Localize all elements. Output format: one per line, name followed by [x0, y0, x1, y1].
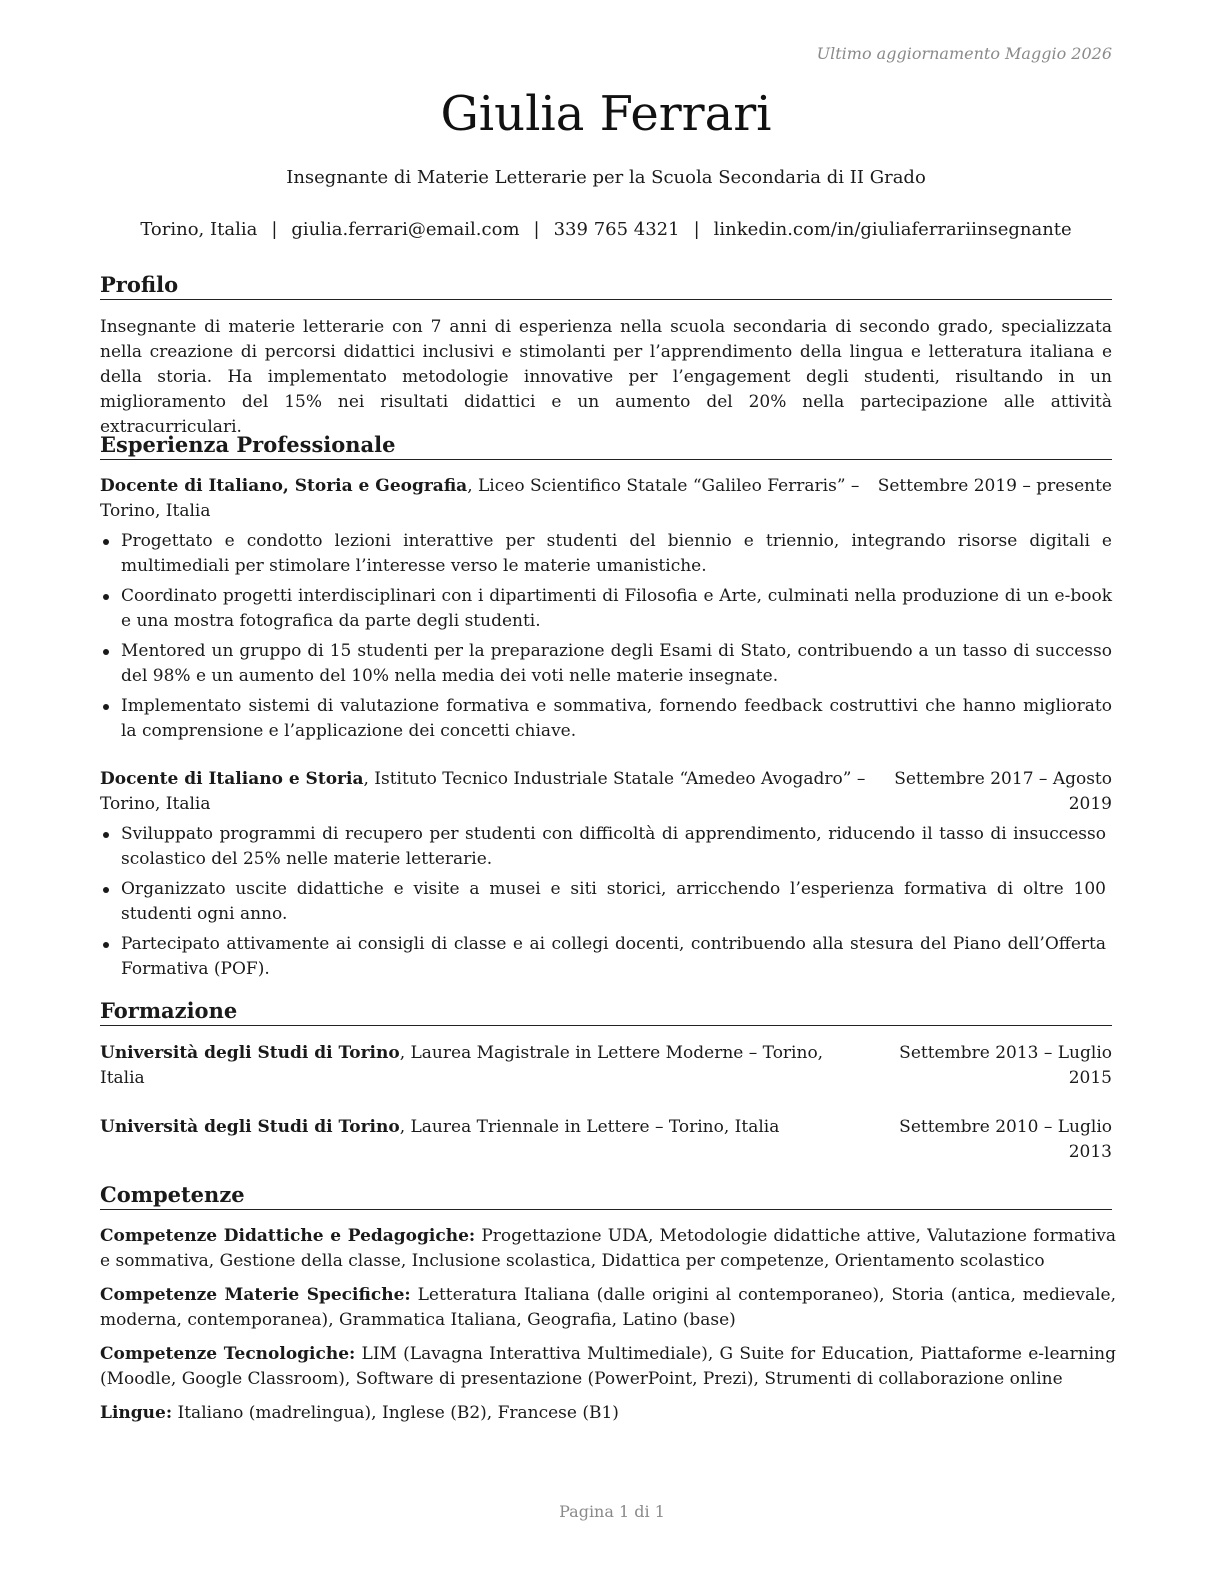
job-bullets — [100, 822, 1106, 987]
job-header — [100, 767, 1112, 817]
education-item — [100, 1041, 1112, 1091]
job-title-line — [100, 474, 880, 499]
skill-text: LIM (Lavagna Interattiva Multimediale), G Suite for Education, Piattaforme e-learning (Moodle, Google Classroom), Software di presentazione (PowerPoint, Prezi), Strumenti di collaborazione online — [100, 1344, 1116, 1389]
skill-text: Letteratura Italiana (dalle origini al contemporaneo), Storia (antica, medievale, moderna, contemporanea), Grammatica Italiana, Geografia, Latino (base) — [100, 1285, 1117, 1330]
skill-row — [100, 1342, 1116, 1392]
profile-text: Insegnante di materie letterarie con 7 anni di esperienza nella scuola secondaria di secondo grado, specializzata nella creazione di percorsi didattici inclusivi e stimolanti per l’apprendimento della lingua e letteratura italiana e della storia. Ha implementato metodologie innovative per l’engagement degli studenti, risultando in un miglioramento del 15% nei risultati didattici e un aumento del 20% nella partecipazione alle attività extracurriculari. — [100, 317, 1112, 437]
skill-text: Italiano (madrelingua), Inglese (B2), Francese (B1) — [172, 1403, 619, 1423]
education-school: Università degli Studi di Torino — [100, 1043, 400, 1063]
education-line — [100, 1041, 870, 1091]
skill-label: Competenze Tecnologiche: — [100, 1344, 356, 1364]
contact-separator: | — [271, 219, 278, 240]
job-location: Torino, Italia — [100, 794, 211, 814]
job-employer: , Istituto Tecnico Industriale Statale “Amedeo Avogadro” – — [363, 769, 866, 789]
skill-label: Competenze Didattiche e Pedagogiche: — [100, 1226, 476, 1246]
section-title-profile: Profilo — [100, 272, 1112, 300]
skill-text: Progettazione UDA, Metodologie didattiche attive, Valutazione formativa e sommativa, Gestione della classe, Inclusione scolastica, Didattica per competenze, Orientamento scolastico — [100, 1226, 1117, 1271]
skill-label: Lingue: — [100, 1403, 173, 1423]
contact-linkedin[interactable]: linkedin.com/in/giuliaferrariinsegnante — [713, 219, 1072, 240]
education-degree: , Laurea Magistrale in Lettere Moderne – Torino, Italia — [100, 1043, 824, 1088]
list-item: Sviluppato programmi di recupero per studenti con difficoltà di apprendimento, riducendo il tasso di insuccesso scolastico del 25% nelle materie letterarie. — [100, 822, 1106, 872]
section-title-education: Formazione — [100, 998, 1112, 1026]
job-employer: , Liceo Scientifico Statale “Galileo Ferraris” – — [467, 476, 860, 496]
contact-line — [100, 219, 1112, 240]
list-item: Partecipato attivamente ai consigli di classe e ai collegi docenti, contribuendo alla stesura del Piano dell’Offerta Formativa (POF). — [100, 932, 1106, 982]
contact-location: Torino, Italia — [140, 219, 258, 240]
list-item: Coordinato progetti interdisciplinari con i dipartimenti di Filosofia e Arte, culminati nella produzione di un e-book e una mostra fotografica da parte degli studenti. — [100, 584, 1112, 634]
contact-separator: | — [693, 219, 700, 240]
education-degree: , Laurea Triennale in Lettere – Torino, Italia — [399, 1117, 780, 1137]
job-bullets — [100, 529, 1112, 749]
headline: Insegnante di Materie Letterarie per la Scuola Secondaria di II Grado — [286, 167, 926, 188]
last-updated: Ultimo aggiornamento Maggio 2026 — [816, 44, 1112, 63]
skill-row — [100, 1283, 1116, 1333]
section-title-skills: Competenze — [100, 1182, 1112, 1210]
job-dates: Settembre 2019 – presente — [877, 476, 1112, 496]
section-title-experience: Esperienza Professionale — [100, 432, 1112, 460]
education-dates: Settembre 2013 – Luglio 2015 — [899, 1043, 1112, 1088]
job-header — [100, 474, 1112, 524]
contact-email[interactable]: giulia.ferrari@email.com — [291, 219, 520, 240]
list-item: Mentored un gruppo di 15 studenti per la preparazione degli Esami di Stato, contribuendo a un tasso di successo del 98% e un aumento del 10% nella media dei voti nelle materie insegnate. — [100, 639, 1112, 689]
education-item — [100, 1115, 1112, 1165]
skill-row — [100, 1224, 1116, 1274]
job-title-line — [100, 767, 880, 792]
job-role: Docente di Italiano e Storia — [100, 769, 364, 789]
list-item: Progettato e condotto lezioni interattive per studenti del biennio e triennio, integrando risorse digitali e multimediali per stimolare l’interesse verso le materie umanistiche. — [100, 529, 1112, 579]
education-school: Università degli Studi di Torino — [100, 1117, 400, 1137]
education-line — [100, 1115, 870, 1140]
contact-phone[interactable]: 339 765 4321 — [553, 219, 680, 240]
skill-row — [100, 1401, 1116, 1426]
contact-separator: | — [533, 219, 540, 240]
job-role: Docente di Italiano, Storia e Geografia — [100, 476, 468, 496]
job-location: Torino, Italia — [100, 501, 211, 521]
list-item: Organizzato uscite didattiche e visite a musei e siti storici, arricchendo l’esperienza formativa di oltre 100 studenti ogni anno. — [100, 877, 1106, 927]
skill-label: Competenze Materie Specifiche: — [100, 1285, 411, 1305]
candidate-name: Giulia Ferrari — [440, 86, 772, 142]
education-dates: Settembre 2010 – Luglio 2013 — [899, 1117, 1112, 1162]
job-dates: Settembre 2017 – Agosto 2019 — [894, 769, 1112, 814]
list-item: Implementato sistemi di valutazione formativa e sommativa, fornendo feedback costruttivi che hanno migliorato la comprensione e l’applicazione dei concetti chiave. — [100, 694, 1112, 744]
page-number: Pagina 1 di 1 — [559, 1502, 665, 1521]
